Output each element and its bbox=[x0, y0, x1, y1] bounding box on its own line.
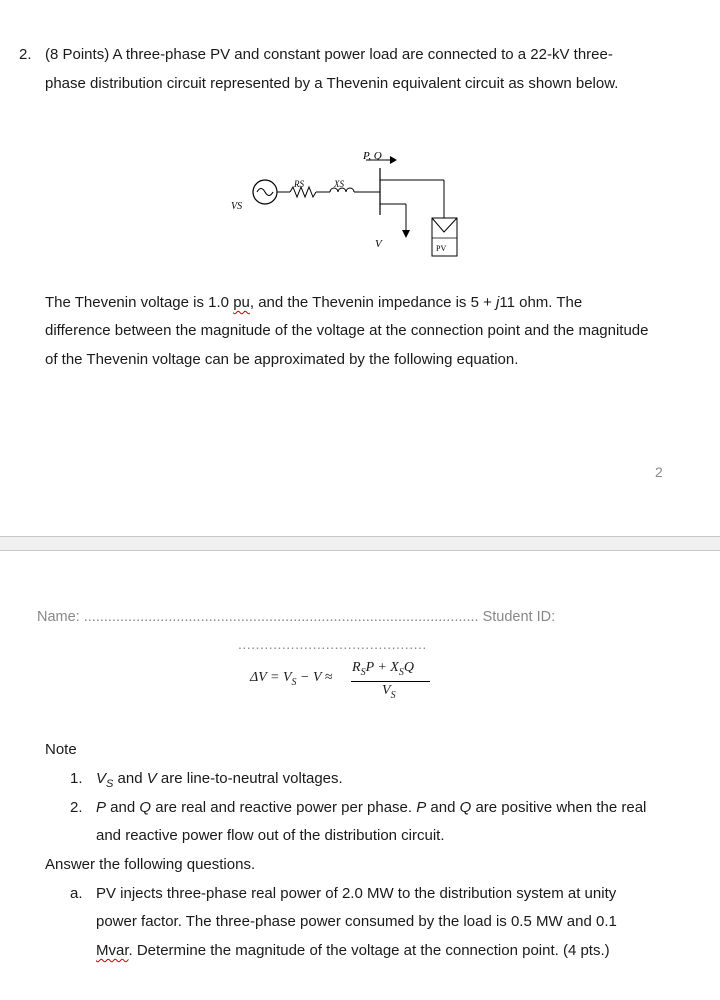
power-flow-arrow-icon bbox=[390, 156, 397, 164]
voltage-label: V bbox=[375, 238, 382, 250]
student-id-dots: ........................................... bbox=[238, 636, 427, 652]
note-2-number: 2. bbox=[70, 799, 83, 816]
equation-lhs: $\Delta V = V_S - V$ ≈ bbox=[250, 670, 333, 688]
equation-numerator: $R_SP + X_SQ$ bbox=[352, 660, 414, 678]
j-symbol: j bbox=[496, 294, 500, 311]
paragraph-line-1 bbox=[45, 293, 582, 313]
fraction-bar bbox=[351, 681, 430, 682]
pu-word: pu bbox=[233, 294, 250, 311]
note-1-text: $V_S$ and V are line-to-neutral voltages. bbox=[96, 770, 343, 790]
part-a-line-1: PV injects three-phase real power of 2.0 MW to the distribution system at unity bbox=[96, 885, 617, 902]
equation-denominator: $V_S$ bbox=[382, 683, 396, 701]
power-label: P, Q bbox=[363, 150, 382, 162]
page-number: 2 bbox=[655, 464, 663, 480]
reactance-label: XS bbox=[334, 179, 344, 189]
para-text: 11 ohm. The bbox=[499, 294, 583, 311]
paragraph-line-2: difference between the magnitude of the voltage at the connection point and the magnitude bbox=[45, 322, 649, 339]
answer-title: Answer the following questions. bbox=[45, 856, 256, 873]
note-2-text-line-2: and reactive power flow out of the distribution circuit. bbox=[96, 827, 445, 844]
note-1-number: 1. bbox=[70, 770, 83, 787]
voltage-drop-equation bbox=[250, 658, 440, 704]
sine-wave-icon bbox=[257, 189, 273, 196]
question-text-line-2: phase distribution circuit represented by a Thevenin equivalent circuit as shown below. bbox=[45, 75, 619, 92]
note-title: Note bbox=[45, 741, 77, 758]
part-a-label: a. bbox=[70, 885, 83, 902]
question-number: 2. bbox=[19, 46, 32, 63]
page-separator bbox=[0, 536, 720, 551]
question-text-line-1: (8 Points) A three-phase PV and constant power load are connected to a 22-kV three- bbox=[45, 46, 613, 63]
pv-label: PV bbox=[436, 244, 447, 253]
mvar-word: Mvar bbox=[96, 942, 129, 959]
part-a-line-2: power factor. The three-phase power consumed by the load is 0.5 MW and 0.1 bbox=[96, 913, 617, 930]
part-a-line-3: Mvar. Determine the magnitude of the voltage at the connection point. (4 pts.) bbox=[96, 942, 610, 959]
para-text: The Thevenin voltage is 1.0 bbox=[45, 294, 234, 311]
source-label: VS bbox=[231, 201, 243, 212]
para-text: , and the Thevenin impedance is 5 + bbox=[249, 294, 497, 311]
resistor-label: RS bbox=[294, 179, 304, 189]
name-student-id-line: Name: .................................................................................................. Student ID: bbox=[37, 609, 556, 625]
paragraph-line-3: of the Thevenin voltage can be approximated by the following equation. bbox=[45, 351, 519, 368]
load-arrow-icon bbox=[402, 230, 410, 238]
note-2-text-line-1: P and Q are real and reactive power per phase. P and Q are positive when the real bbox=[96, 799, 647, 816]
